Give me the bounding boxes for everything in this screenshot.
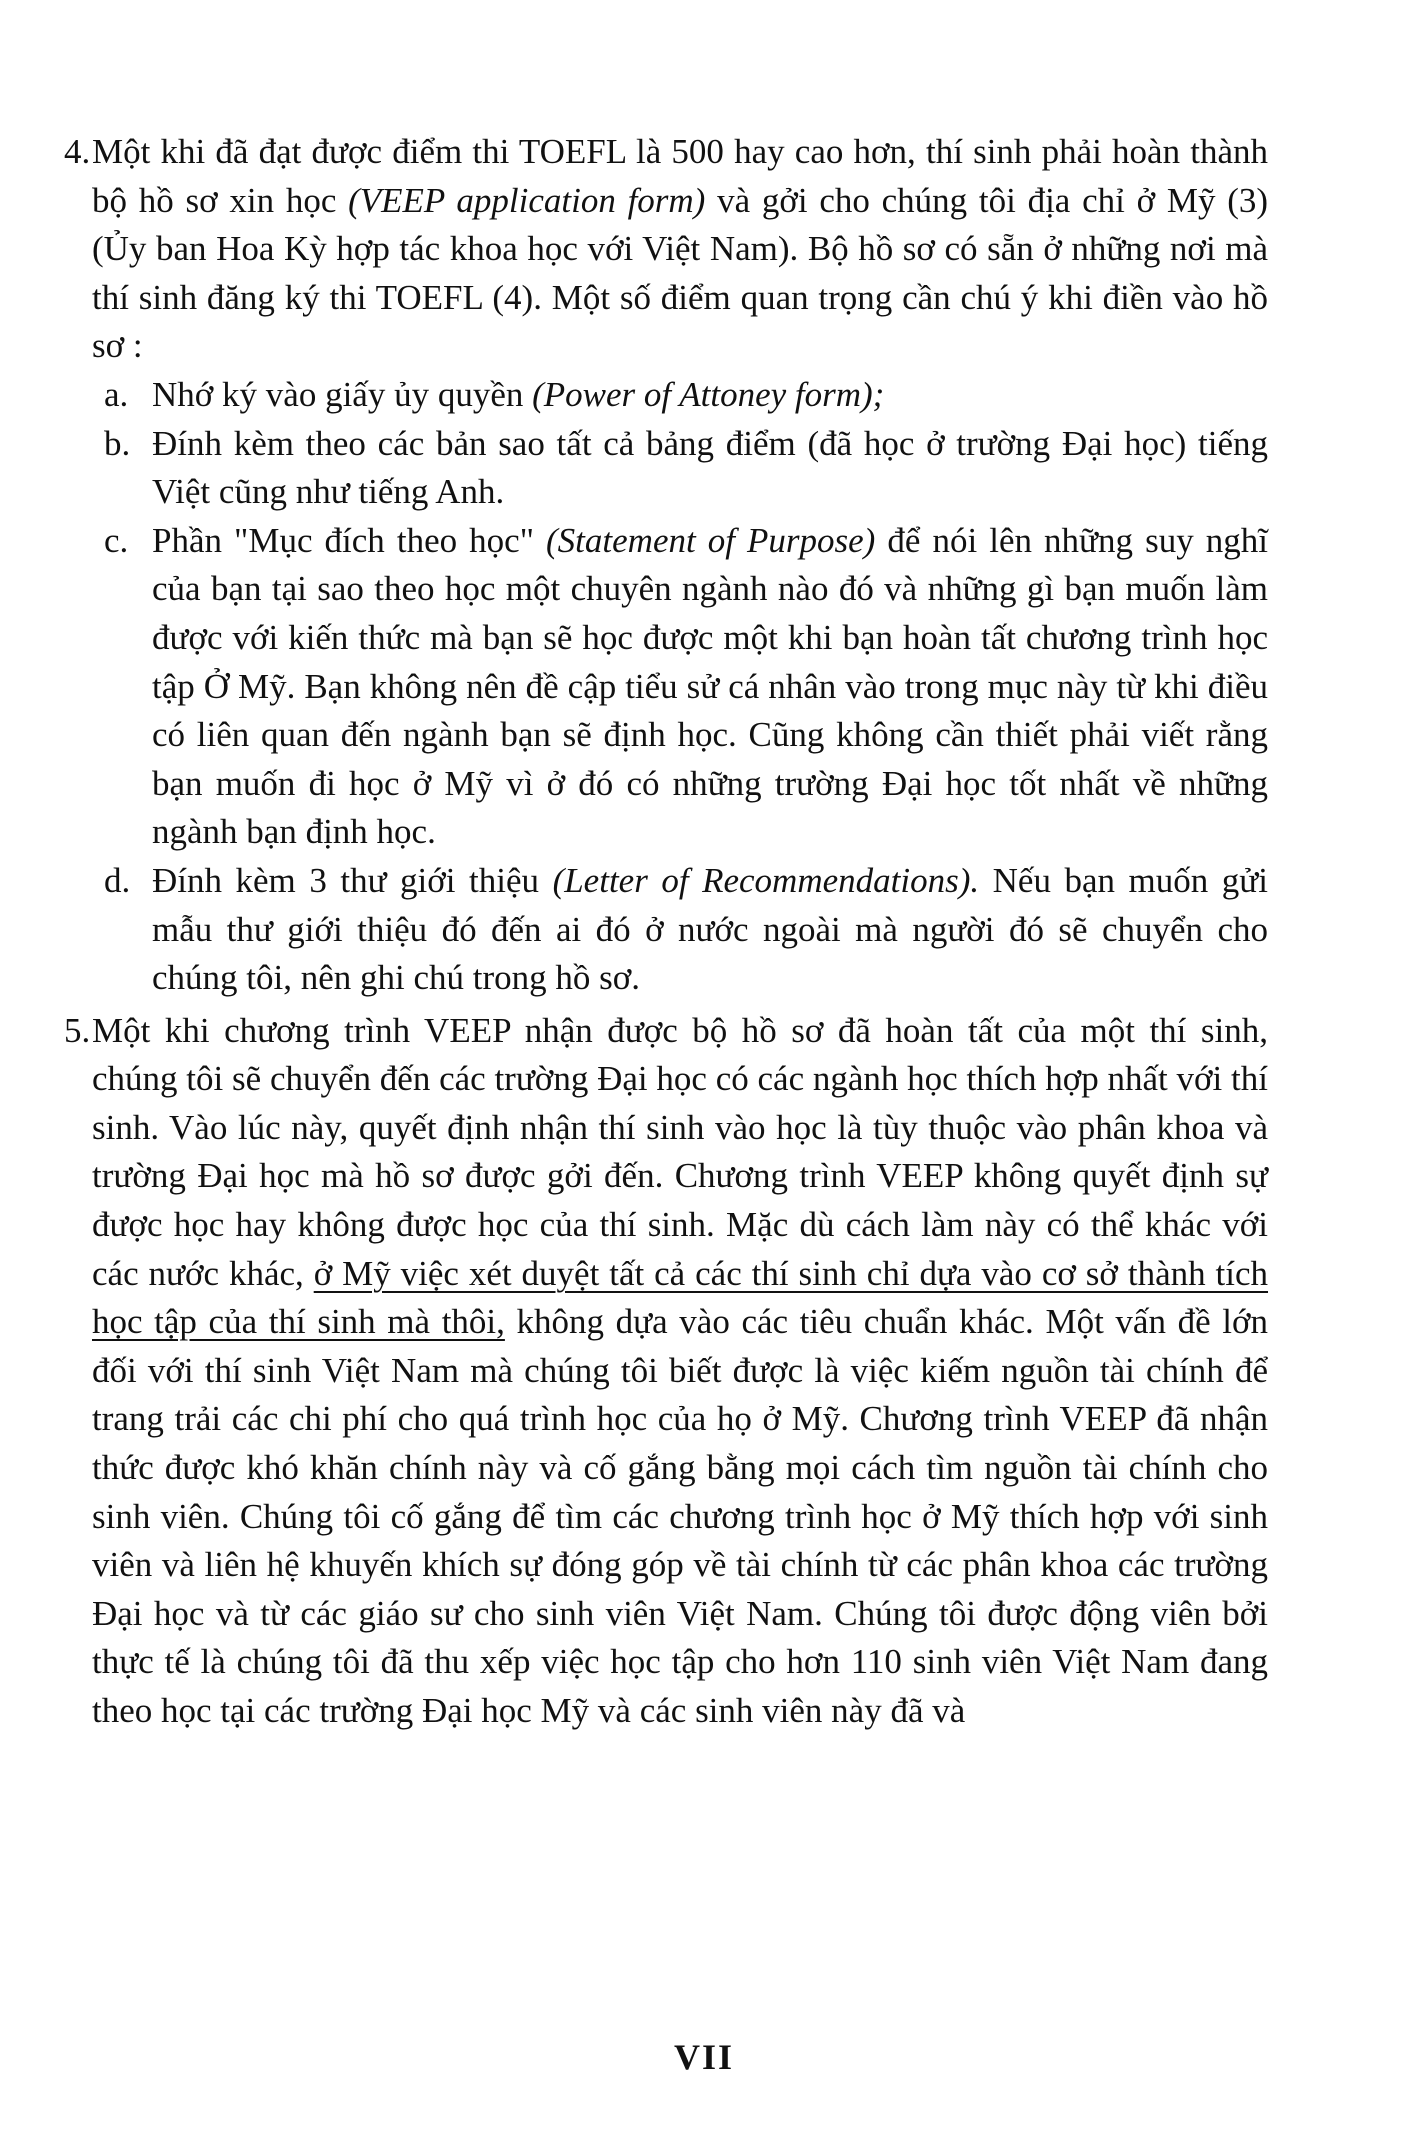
item-number: 5.	[64, 1010, 91, 1050]
body-text	[64, 128, 1268, 1736]
list-item-4	[64, 128, 1268, 371]
sub-item-d	[92, 857, 1268, 1003]
item-number: 4.	[64, 132, 91, 171]
text-run: không dựa vào các tiêu chuẩn khác. Một vấn đề lớn đối với thí sinh Việt Nam mà chúng tôi biết được là việc kiếm nguồn tài chính để trang trải các chi phí cho quá trình học của họ ở Mỹ. Chương trình VEEP đã nhận thức được khó khăn chính này và cố gắng bằng mọi cách tìm nguồn tài chính cho sinh viên. Chúng tôi cố gắng để tìm các chương trình học ở Mỹ thích hợp với sinh viên và liên hệ khuyến khích sự đóng góp về tài chính từ các phân khoa các trường Đại học và từ các giáo sư cho sinh viên Việt Nam. Chúng tôi được động viên bởi thực tế là chúng tôi đã thu xếp việc học tập cho hơn 110 sinh viên Việt Nam đang theo học tại các trường Đại học Mỹ và các sinh viên này đã và	[92, 1302, 1268, 1730]
sub-item-a	[92, 371, 1268, 420]
paragraph	[152, 371, 1268, 420]
sub-item-letter: a.	[104, 374, 129, 414]
text-run: Đính kèm 3 thư giới thiệu	[152, 860, 553, 900]
text-run: Một khi chương trình VEEP nhận được bộ hồ sơ đã hoàn tất của một thí sinh, chúng tôi sẽ chuyển đến các trường Đại học có các ngành học thích hợp nhất với thí sinh. Vào lúc này, quyết định nhận thí sinh vào học là tùy thuộc vào phân khoa và trường Đại học mà hồ sơ được gởi đến. Chương trình VEEP không quyết định sự được học hay không được học của thí sinh. Mặc dù cách làm này có thể khác với các nước khác,	[92, 1010, 1268, 1293]
italic-term: (Letter of Recommendations).	[552, 860, 980, 900]
italic-term: (Power of Attoney form);	[532, 374, 885, 414]
sub-item-b	[92, 420, 1268, 517]
sub-item-c	[92, 517, 1268, 857]
underlined-text: ở Mỹ việc xét duyệt tất cả các thí sinh chỉ dựa vào cơ sở thành tích học tập của thí sinh mà thôi,	[92, 1253, 1269, 1342]
item-body	[92, 128, 1268, 371]
text-run: Một khi đã đạt được điểm thi TOEFL là 500 hay cao hơn, thí sinh phải hoàn thành bộ hồ sơ xin học	[92, 132, 1268, 220]
sub-item-letter: b.	[104, 423, 131, 463]
text-run: Nếu bạn muốn gửi mẫu thư giới thiệu đó đến ai đó ở nước ngoài mà người đó sẽ chuyển cho chúng tôi, nên ghi chú trong hồ sơ.	[152, 860, 1268, 998]
sub-item-letter: c.	[104, 520, 129, 560]
text-run: và gởi cho chúng tôi địa chỉ ở Mỹ (3) (Ủy ban Hoa Kỳ hợp tác khoa học với Việt Nam). Bộ hồ sơ có sẵn ở những nơi mà thí sinh đăng ký thi TOEFL (4). Một số điểm quan trọng cần chú ý khi điền vào hồ sơ :	[92, 180, 1269, 366]
paragraph	[152, 857, 1268, 1003]
paragraph	[92, 128, 1268, 371]
italic-term: (Statement of Purpose)	[546, 520, 876, 560]
text-run: Phần "Mục đích theo học"	[152, 520, 547, 560]
list-item-5	[64, 1007, 1268, 1736]
paragraph	[152, 420, 1268, 517]
item-body	[92, 1007, 1268, 1736]
text-run: Đính kèm theo các bản sao tất cả bảng điểm (đã học ở trường Đại học) tiếng Việt cũng như tiếng Anh.	[152, 423, 1268, 512]
text-run: Nhớ ký vào giấy ủy quyền	[152, 374, 533, 414]
paragraph	[152, 517, 1268, 857]
sub-item-letter: d.	[104, 860, 131, 900]
page-number: VII	[673, 2037, 735, 2077]
paragraph	[92, 1007, 1268, 1736]
text-run: để nói lên những suy nghĩ của bạn tại sao theo học một chuyên ngành nào đó và những gì bạn muốn làm được với kiến thức mà bạn sẽ học được một khi bạn hoàn tất chương trình học tập Ở Mỹ. Bạn không nên đề cập tiểu sử cá nhân vào trong mục này từ khi điều có liên quan đến ngành bạn sẽ định học. Cũng không cần thiết phải viết rằng bạn muốn đi học ở Mỹ vì ở đó có những trường Đại học tốt nhất về những ngành bạn định học.	[152, 520, 1268, 852]
italic-term: (VEEP application form)	[348, 180, 706, 220]
